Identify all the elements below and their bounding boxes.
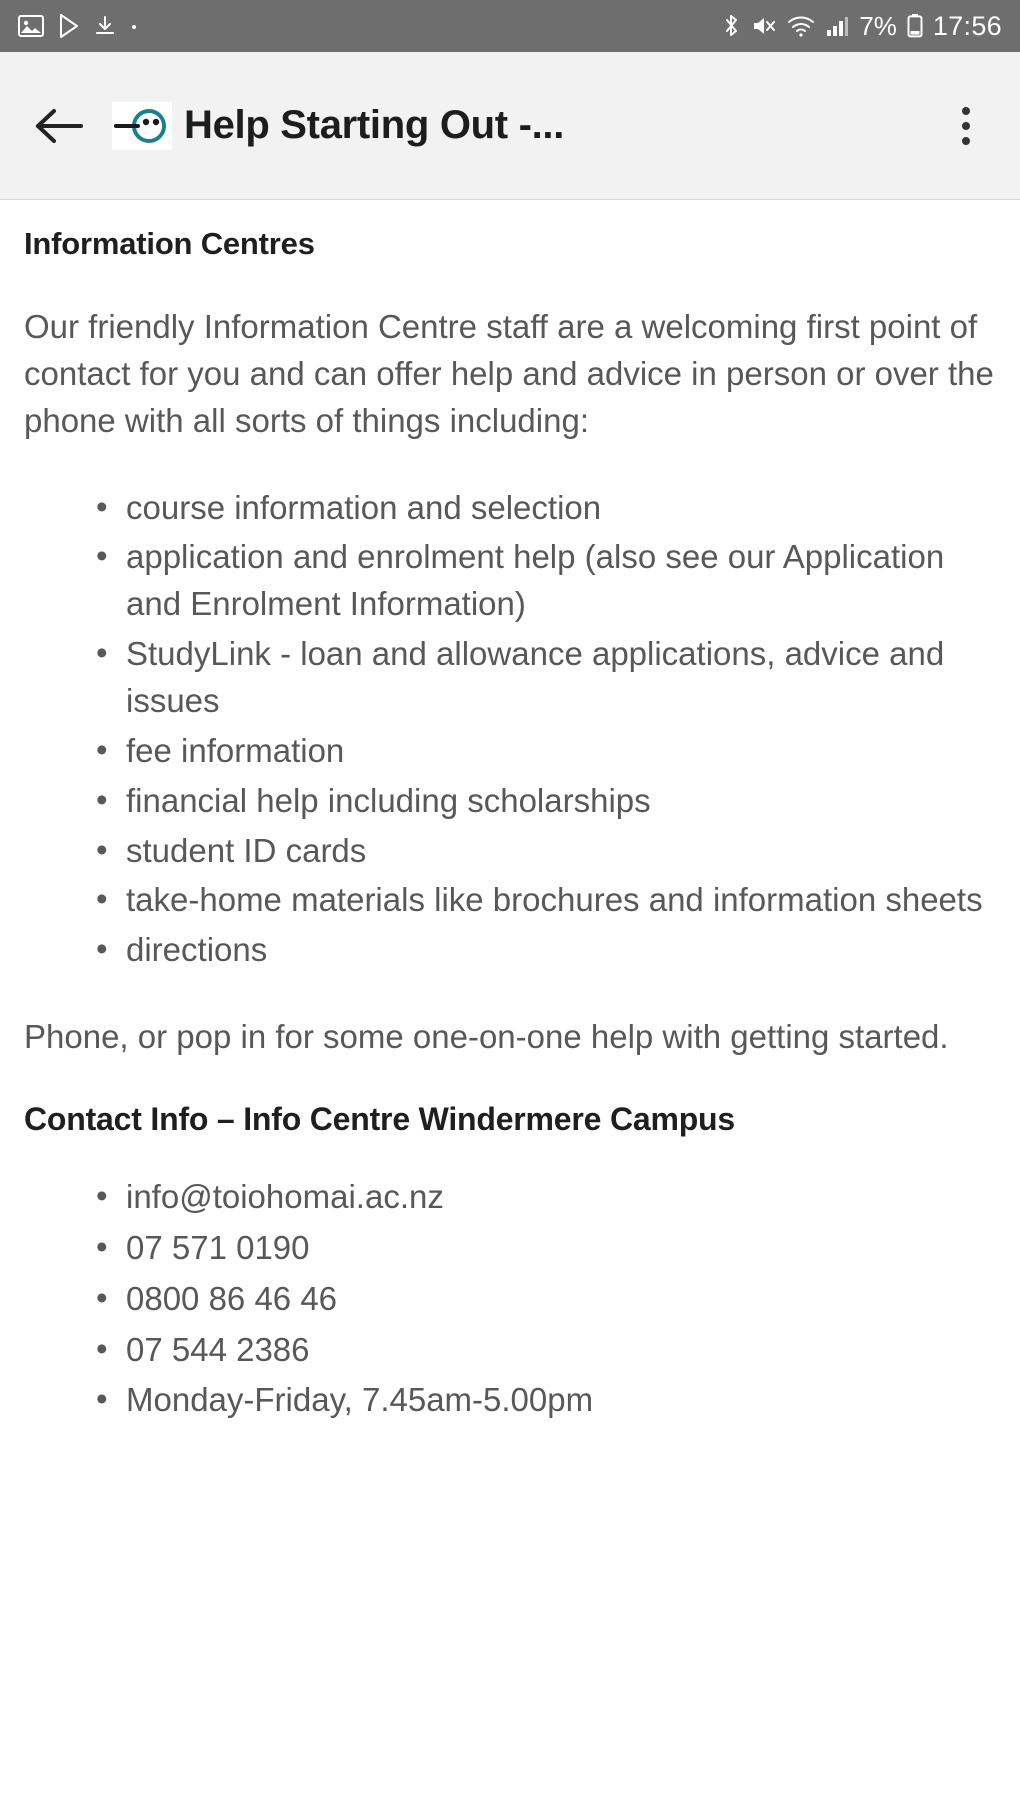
clock-label: 17:56: [932, 10, 1002, 41]
contact-heading: Contact Info – Info Centre Windermere Campus: [24, 1101, 735, 1138]
closing-paragraph: Phone, or pop in for some one-on-one help with getting started.: [24, 1018, 949, 1056]
image-icon: [18, 14, 44, 38]
list-item-phone[interactable]: • 07 544 2386: [96, 1327, 996, 1374]
back-arrow-icon[interactable]: [26, 93, 92, 159]
list-item: • StudyLink - loan and allowance applications, advice and issues: [96, 631, 996, 725]
battery-icon: [907, 13, 923, 39]
status-bar-right-icons: [721, 11, 1002, 42]
status-bar: [0, 0, 1020, 52]
page-content: [0, 200, 1020, 1424]
list-item: • take-home materials like brochures and information sheets: [96, 877, 996, 924]
contact-details-list: [24, 1174, 996, 1424]
services-list: [24, 485, 996, 975]
bluetooth-icon: [721, 13, 741, 39]
list-item: • course information and selection: [96, 485, 996, 532]
status-bar-left-icons: [18, 14, 138, 38]
list-item: • application and enrolment help (also see our Application and Enrolment Information): [96, 534, 996, 628]
dot-icon: [130, 14, 138, 38]
section-heading: Information Centres: [24, 226, 315, 261]
list-item-hours: • Monday-Friday, 7.45am-5.00pm: [96, 1377, 996, 1424]
play-store-icon: [58, 14, 80, 38]
intro-paragraph: Our friendly Information Centre staff are a welcoming first point of contact for you and can offer help and advice in person or over the phone with all sorts of things including:: [24, 308, 994, 439]
list-item: • directions: [96, 927, 996, 974]
list-item: • fee information: [96, 728, 996, 775]
app-bar: [0, 52, 1020, 200]
list-item: • student ID cards: [96, 828, 996, 875]
download-icon: [94, 14, 116, 38]
battery-percent-label: 7%: [859, 10, 897, 41]
list-item-email[interactable]: • info@toiohomai.ac.nz: [96, 1174, 996, 1221]
signal-icon: [825, 14, 849, 38]
site-favicon-icon: [112, 96, 172, 156]
list-item: • financial help including scholarships: [96, 778, 996, 825]
wifi-icon: [787, 13, 815, 39]
list-item-phone[interactable]: • 0800 86 46 46: [96, 1276, 996, 1323]
list-item-phone[interactable]: • 07 571 0190: [96, 1225, 996, 1272]
page-title: Help Starting Out -...: [184, 103, 565, 147]
more-vertical-icon[interactable]: [938, 90, 994, 162]
mute-icon: [751, 13, 777, 39]
